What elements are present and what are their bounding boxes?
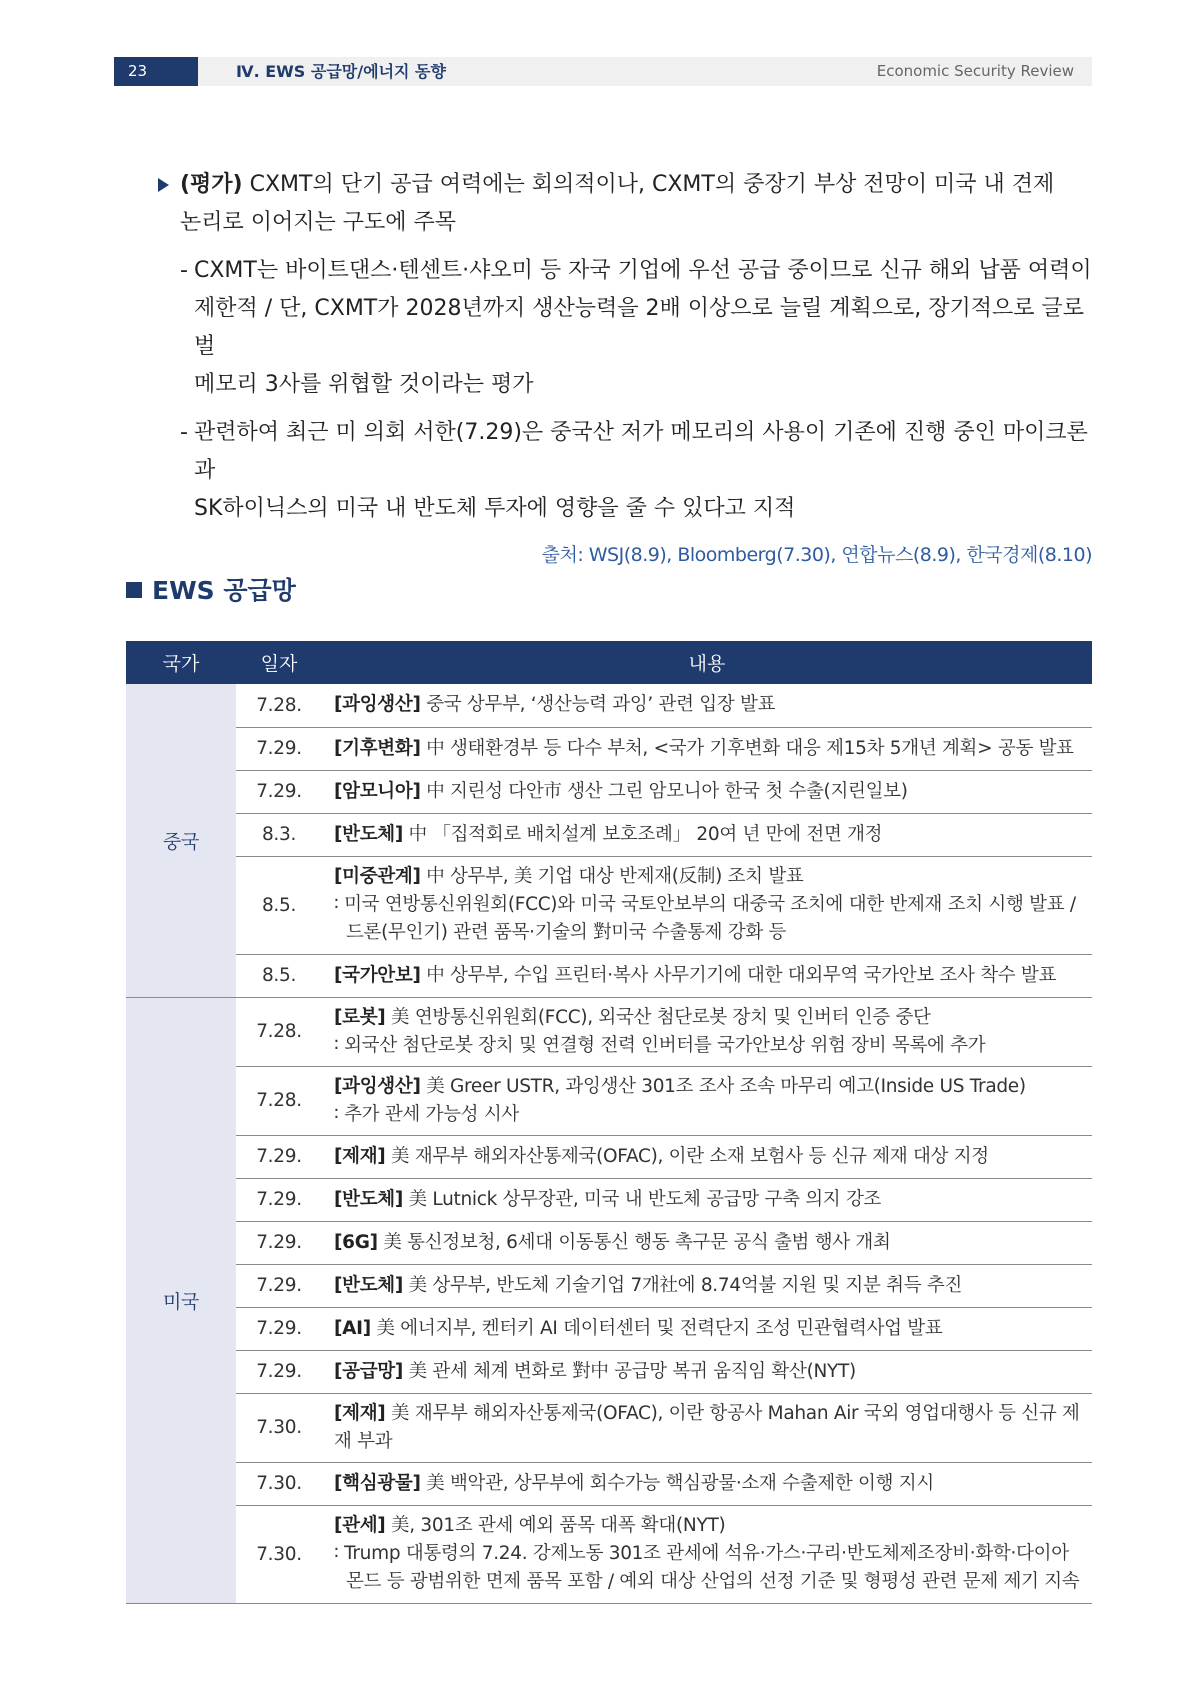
- table-row: [126, 1135, 1092, 1178]
- topic-tag: [AI]: [334, 1317, 371, 1339]
- page-number: 23: [114, 57, 198, 86]
- section-title: EWS 공급망: [152, 576, 296, 605]
- table-row: [126, 813, 1092, 856]
- topic-tag: [반도체]: [334, 823, 404, 845]
- entry-note: ∶ 미국 연방통신위원회(FCC)와 미국 국토안보부의 대중국 조치에 대한 반제재 조치 시행 발표 / 드론(무인기) 관련 품목·기술의 對미국 수출통제 강화 등: [334, 894, 1076, 943]
- column-header-country: 국가: [126, 641, 236, 684]
- date-cell: 7.29.: [236, 727, 322, 770]
- content-cell: [322, 813, 1092, 856]
- entry-text: 美 통신정보청, 6세대 이동통신 행동 촉구문 공식 출범 행사 개최: [383, 1231, 891, 1253]
- bullet-2-line-2: SK하이닉스의 미국 내 반도체 투자에 영향을 줄 수 있다고 지적: [194, 496, 796, 521]
- topic-tag: [국가안보]: [334, 964, 421, 986]
- publication-title: Economic Security Review: [876, 62, 1074, 80]
- topic-tag: [핵심광물]: [334, 1472, 421, 1494]
- topic-tag: [기후변화]: [334, 737, 421, 759]
- table-row: [126, 1264, 1092, 1307]
- content-cell: [322, 1135, 1092, 1178]
- topic-tag: [미중관계]: [334, 866, 421, 887]
- assessment-lead-line-2: 논리로 이어지는 구도에 주목: [180, 210, 457, 235]
- topic-tag: [제재]: [334, 1402, 386, 1424]
- content-cell: [322, 856, 1092, 954]
- date-cell: 7.30.: [236, 1462, 322, 1505]
- source-citation: 출처: WSJ(8.9), Bloomberg(7.30), 연합뉴스(8.9), 한국경제(8.10): [541, 544, 1092, 566]
- topic-tag: [반도체]: [334, 1188, 404, 1210]
- dash-marker: -: [180, 258, 188, 283]
- table-row: [126, 1393, 1092, 1462]
- table-row: [126, 1505, 1092, 1603]
- entry-text: 美 에너지부, 켄터키 AI 데이터센터 및 전력단지 조성 민관협력사업 발표: [376, 1317, 943, 1339]
- table-row: [126, 1462, 1092, 1505]
- date-cell: 7.28.: [236, 684, 322, 727]
- table-row: [126, 1307, 1092, 1350]
- bullet-1-line-3: 메모리 3사를 위협할 것이라는 평가: [194, 372, 534, 397]
- country-cell: 중국: [126, 684, 236, 997]
- content-cell: [322, 954, 1092, 997]
- table-row: [126, 856, 1092, 954]
- triangle-bullet-icon: [158, 178, 169, 192]
- entry-text: 中 「집적회로 배치설계 보호조례」 20여 년 만에 전면 개정: [408, 823, 883, 845]
- entry-note: ∶ Trump 대통령의 7.24. 강제노동 301조 관세에 석유·가스·구리·반도체제조장비·화학·다이아몬드 등 광범위한 면제 품목 포함 / 예외 대상 산업의 선정 기준 및 형평성 관련 문제 제기 지속: [334, 1543, 1080, 1592]
- table-row: [126, 997, 1092, 1066]
- table-row: [126, 727, 1092, 770]
- dash-marker: -: [180, 420, 188, 445]
- date-cell: 8.5.: [236, 856, 322, 954]
- entry-note: ∶ 추가 관세 가능성 시사: [334, 1103, 519, 1125]
- content-cell: [322, 1178, 1092, 1221]
- table-body: [126, 684, 1092, 1603]
- entry-text: 美 연방통신위원회(FCC), 외국산 첨단로봇 장치 및 인버터 인증 중단: [391, 1006, 931, 1028]
- content-cell: [322, 684, 1092, 727]
- entry-text: 美 관세 체계 변화로 對中 공급망 복귀 움직임 확산(NYT): [408, 1360, 856, 1382]
- assessment-bullet-2: [158, 414, 1092, 528]
- entry-text: 美 상무부, 반도체 기술기업 7개社에 8.74억불 지원 및 지분 취득 추진: [408, 1274, 963, 1296]
- table-row: [126, 770, 1092, 813]
- assessment-tag: (평가): [180, 172, 243, 197]
- table-row: [126, 1178, 1092, 1221]
- content-cell: [322, 1307, 1092, 1350]
- date-cell: 7.30.: [236, 1505, 322, 1603]
- entry-text: 中 상무부, 美 기업 대상 반제재(反制) 조치 발표: [426, 866, 804, 887]
- date-cell: 7.29.: [236, 1178, 322, 1221]
- entry-text: 美 재무부 해외자산통제국(OFAC), 이란 항공사 Mahan Air 국외 영업대행사 등 신규 제재 부과: [334, 1402, 1080, 1452]
- assessment-lead-line-1: CXMT의 단기 공급 여력에는 회의적이나, CXMT의 중장기 부상 전망이 미국 내 견제: [249, 172, 1055, 197]
- entry-text: 美 Lutnick 상무장관, 미국 내 반도체 공급망 구축 의지 강조: [408, 1188, 882, 1210]
- section-label: Ⅳ. EWS 공급망/에너지 동향: [236, 62, 446, 81]
- content-cell: [322, 1350, 1092, 1393]
- entry-text: 中 생태환경부 등 다수 부처, <국가 기후변화 대응 제15차 5개년 계획> 공동 발표: [426, 737, 1074, 759]
- content-cell: [322, 1505, 1092, 1603]
- bullet-1-line-1: CXMT는 바이트댄스·텐센트·샤오미 등 자국 기업에 우선 공급 중이므로 신규 해외 납품 여력이: [194, 258, 1092, 283]
- content-cell: [322, 1221, 1092, 1264]
- section-heading: [126, 573, 296, 609]
- table-header-row: [126, 641, 1092, 684]
- date-cell: 7.28.: [236, 997, 322, 1066]
- date-cell: 7.29.: [236, 1264, 322, 1307]
- date-cell: 7.29.: [236, 1307, 322, 1350]
- topic-tag: [반도체]: [334, 1274, 404, 1296]
- content-cell: [322, 1066, 1092, 1135]
- entry-text: 中 지린성 다안市 생산 그린 암모니아 한국 첫 수출(지린일보): [426, 780, 908, 802]
- entry-text: 중국 상무부, ‘생산능력 과잉’ 관련 입장 발표: [426, 694, 776, 716]
- entry-text: 中 상무부, 수입 프린터·복사 사무기기에 대한 대외무역 국가안보 조사 착수 발표: [426, 964, 1057, 986]
- content-cell: [322, 727, 1092, 770]
- assessment-lead: [180, 166, 1092, 242]
- column-header-content: 내용: [322, 641, 1092, 684]
- running-header: [114, 57, 1092, 86]
- assessment-bullet-1: [158, 252, 1092, 404]
- topic-tag: [공급망]: [334, 1360, 404, 1382]
- column-header-date: 일자: [236, 641, 322, 684]
- date-cell: 7.28.: [236, 1066, 322, 1135]
- table-row: [126, 684, 1092, 727]
- topic-tag: [관세]: [334, 1515, 386, 1536]
- date-cell: 7.29.: [236, 770, 322, 813]
- table-row: [126, 1221, 1092, 1264]
- entry-text: 美 Greer USTR, 과잉생산 301조 조사 조속 마무리 예고(Inside US Trade): [426, 1075, 1026, 1097]
- content-cell: [322, 1264, 1092, 1307]
- table-row: [126, 1350, 1092, 1393]
- square-bullet-icon: [126, 582, 142, 598]
- bullet-1-line-2: 제한적 / 단, CXMT가 2028년까지 생산능력을 2배 이상으로 늘릴 계획으로, 장기적으로 글로벌: [194, 296, 1084, 359]
- entry-text: 美 백악관, 상무부에 회수가능 핵심광물·소재 수출제한 이행 지시: [426, 1472, 934, 1494]
- topic-tag: [6G]: [334, 1231, 378, 1253]
- date-cell: 7.29.: [236, 1350, 322, 1393]
- date-cell: 8.5.: [236, 954, 322, 997]
- topic-tag: [암모니아]: [334, 780, 421, 802]
- table-row: [126, 954, 1092, 997]
- content-cell: [322, 1393, 1092, 1462]
- topic-tag: [과잉생산]: [334, 1075, 421, 1097]
- date-cell: 7.29.: [236, 1221, 322, 1264]
- content-cell: [322, 997, 1092, 1066]
- entry-text: 美 재무부 해외자산통제국(OFAC), 이란 소재 보험사 등 신규 제재 대상 지정: [391, 1145, 989, 1167]
- bullet-2-line-1: 관련하여 최근 미 의회 서한(7.29)은 중국산 저가 메모리의 사용이 기존에 진행 중인 마이크론과: [194, 420, 1088, 483]
- topic-tag: [로봇]: [334, 1006, 386, 1028]
- assessment-block: [158, 166, 1092, 570]
- entry-note: ∶ 외국산 첨단로봇 장치 및 연결형 전력 인버터를 국가안보상 위험 장비 목록에 추가: [334, 1034, 986, 1056]
- content-cell: [322, 770, 1092, 813]
- date-cell: 7.30.: [236, 1393, 322, 1462]
- date-cell: 8.3.: [236, 813, 322, 856]
- date-cell: 7.29.: [236, 1135, 322, 1178]
- ews-supply-chain-table: [126, 641, 1092, 1604]
- country-cell: 미국: [126, 997, 236, 1603]
- content-cell: [322, 1462, 1092, 1505]
- topic-tag: [제재]: [334, 1145, 386, 1167]
- table-row: [126, 1066, 1092, 1135]
- topic-tag: [과잉생산]: [334, 694, 421, 716]
- entry-text: 美, 301조 관세 예외 품목 대폭 확대(NYT): [391, 1515, 726, 1536]
